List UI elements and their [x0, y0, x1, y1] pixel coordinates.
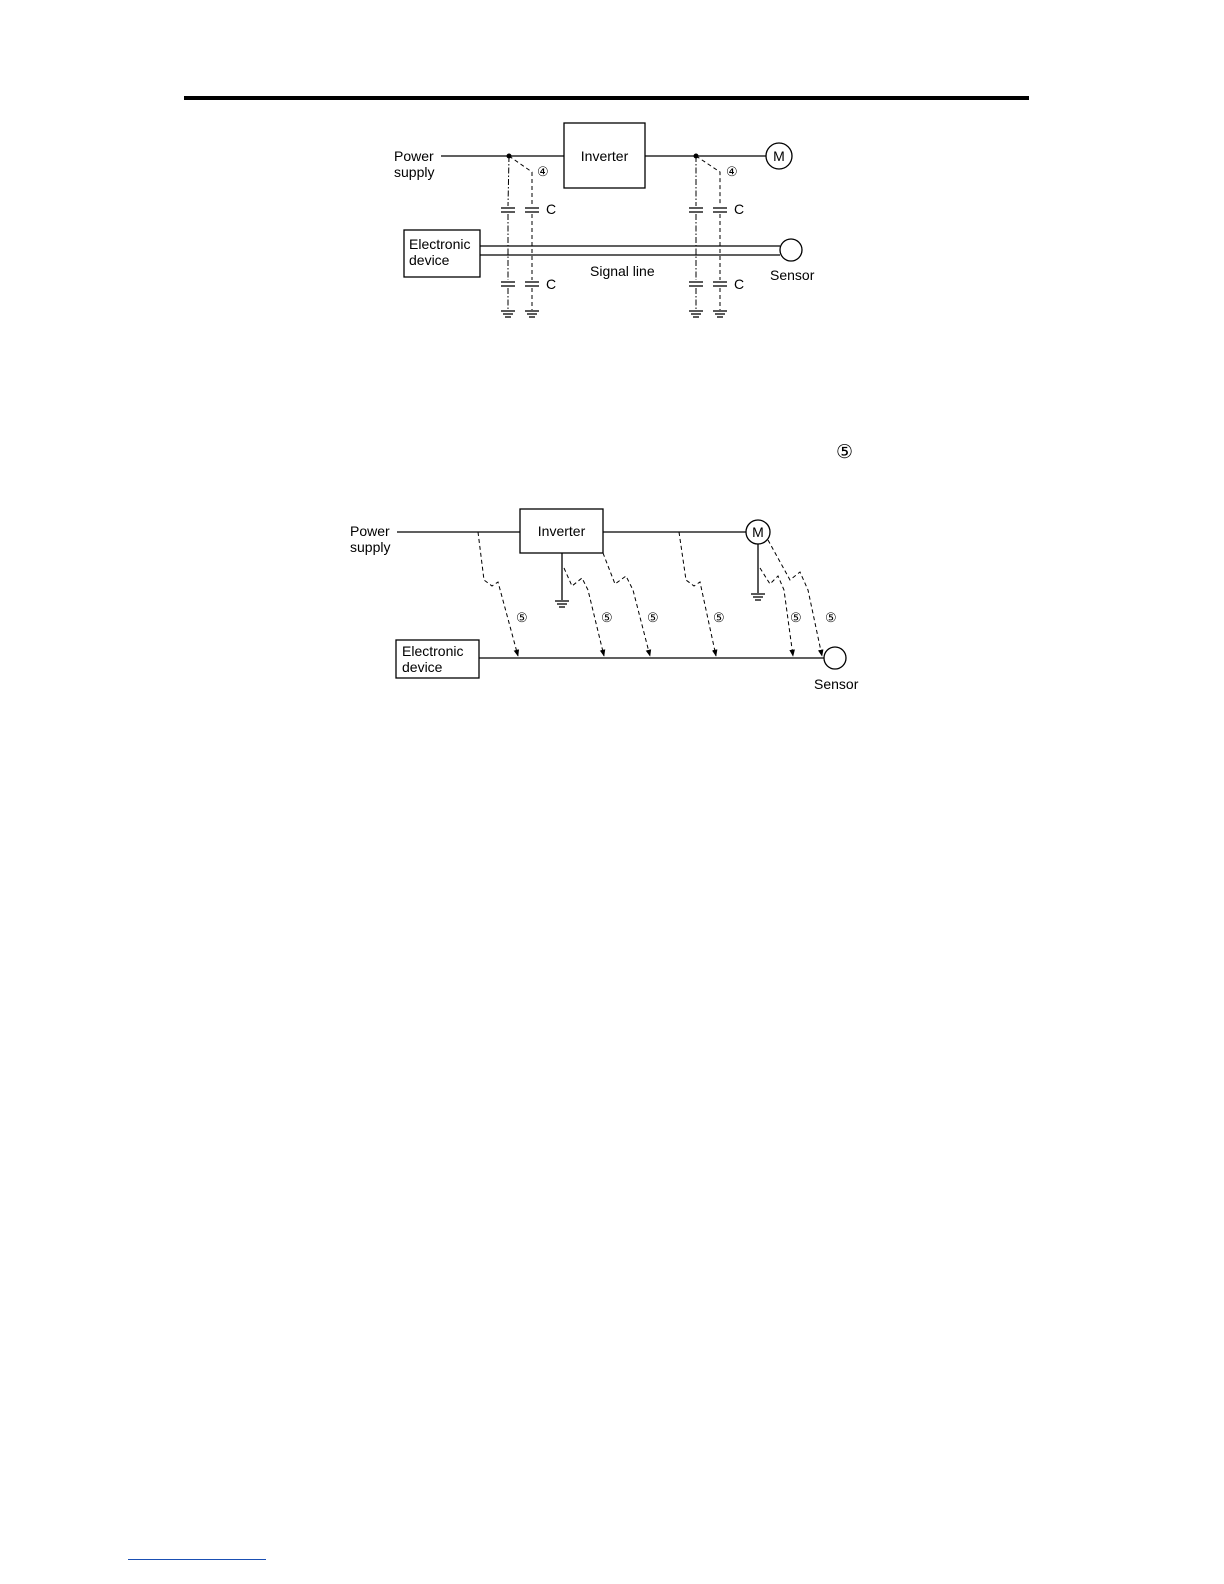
power-supply-label-line2: supply — [350, 539, 391, 555]
induction-marker-3: ⑤ — [647, 610, 659, 625]
inline-induction-marker: ⑤ — [836, 442, 854, 463]
capacitor-label-lower-left: C — [546, 276, 557, 292]
electronic-device-label-line2: device — [409, 252, 450, 268]
inverter-label: Inverter — [537, 523, 586, 539]
sensor-symbol — [780, 239, 802, 261]
coupling-group-left — [501, 156, 539, 317]
induction-marker-5: ⑤ — [790, 610, 802, 625]
electronic-device-label-line2: device — [402, 659, 443, 675]
inverter-ground-icon — [555, 601, 569, 607]
capacitor-label-upper-right: C — [734, 201, 745, 217]
electronic-device-label-line1: Electronic — [402, 643, 464, 659]
capacitor-label-upper-left: C — [546, 201, 557, 217]
induction-marker-6: ⑤ — [825, 610, 837, 625]
capacitive-coupling-diagram — [380, 115, 830, 330]
power-supply-label-line1: Power — [350, 523, 390, 539]
induction-marker-1: ⑤ — [516, 610, 528, 625]
header-rule — [184, 96, 1029, 100]
electronic-device-label-line1: Electronic — [409, 236, 471, 252]
motor-label: M — [773, 148, 785, 164]
sensor-label: Sensor — [770, 267, 815, 283]
sensor-symbol — [824, 647, 846, 669]
coupling-marker-right: ④ — [726, 164, 738, 179]
motor-label: M — [752, 524, 764, 540]
footer-link-underline[interactable] — [128, 1559, 266, 1560]
inverter-label: Inverter — [580, 148, 629, 164]
power-supply-label-line2: supply — [394, 164, 435, 180]
signal-line-label: Signal line — [590, 263, 655, 279]
sensor-label: Sensor — [814, 676, 859, 692]
motor-ground-icon — [751, 594, 765, 600]
capacitor-label-lower-right: C — [734, 276, 745, 292]
induction-coupling-diagram — [345, 505, 865, 700]
coupling-group-right — [689, 156, 727, 317]
induction-marker-4: ⑤ — [713, 610, 725, 625]
coupling-marker-left: ④ — [537, 164, 549, 179]
induction-marker-2: ⑤ — [601, 610, 613, 625]
power-supply-label-line1: Power — [394, 148, 434, 164]
